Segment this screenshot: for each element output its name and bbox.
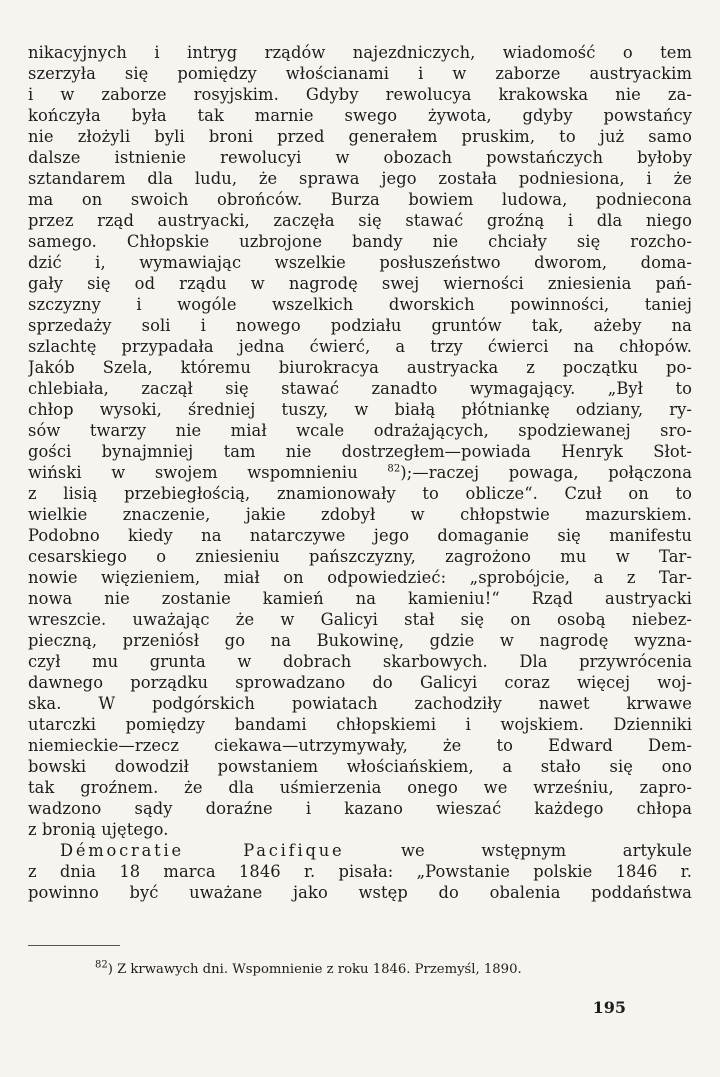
footnote-text: ) Z krwawych dni. Wspomnienie z roku 1846. Przemyśl, 1890.	[107, 962, 522, 977]
text-line: z dnia 18 marca 1846 r. pisała: „Powstanie polskie 1846 r.	[28, 862, 692, 881]
text-line: szerzyła się pomiędzy włościanami i w zaborze austryackim	[28, 64, 692, 83]
text-line: nikacyjnych i intryg rządów najezdniczych, wiadomość o tem	[28, 43, 692, 62]
text-line-with-citation	[28, 462, 692, 483]
text-line: powinno być uważane jako wstęp do obalenia poddaństwa	[28, 883, 692, 902]
text-line: tak groźnem. że dla uśmierzenia onego we wrześniu, zapro-	[28, 778, 692, 797]
text-line: Jakób Szela, któremu biurokracya austryacka z początku po-	[28, 358, 692, 377]
page-number: 195	[592, 998, 626, 1017]
footnote-divider	[28, 945, 120, 946]
text-line: dzić i, wymawiając wszelkie posłuszeństwo dworom, doma-	[28, 253, 692, 272]
text-line: sprzedaży soli i nowego podziału gruntów tak, ażeby na	[28, 316, 692, 335]
footnote-marker: 82	[95, 959, 108, 971]
text-line: kończyła była tak marnie swego żywota, gdyby powstańcy	[28, 106, 692, 125]
footnote-reference[interactable]: 82	[387, 463, 401, 475]
text-line: Podobno kiedy na natarczywe jego domaganie się manifestu	[28, 526, 692, 545]
text-line: sztandarem dla ludu, że sprawa jego została podniesiona, i że	[28, 169, 692, 188]
text-segment: wiński w swojem wspomnieniu	[28, 463, 388, 482]
text-line: wreszcie. uważając że w Galicyi stał się on osobą niebez-	[28, 610, 692, 629]
text-line: nie złożyli byli broni przed generałem pruskim, to już samo	[28, 127, 692, 146]
text-line: przez rząd austryacki, zaczęła się stawać groźną i dla niego	[28, 211, 692, 230]
text-line: gości bynajmniej tam nie dostrzegłem—powiada Henryk Słot-	[28, 442, 692, 461]
text-line: sów twarzy nie miał wcale odrażających, spodziewanej sro-	[28, 421, 692, 440]
text-line: szlachtę przypadała jedna ćwierć, a trzy ćwierci na chłopów.	[28, 337, 692, 356]
text-line: szczyzny i wogóle wszelkich dworskich powinności, taniej	[28, 295, 692, 314]
text-line: utarczki pomiędzy bandami chłopskiemi i wojskiem. Dzienniki	[28, 715, 692, 734]
text-line: samego. Chłopskie uzbrojone bandy nie chciały się rozcho-	[28, 232, 692, 251]
text-line: chłop wysoki, średniej tuszy, w białą płótniankę odziany, ry-	[28, 400, 692, 419]
text-line: ma on swoich obrońców. Burza bowiem ludowa, podniecona	[28, 190, 692, 209]
text-line: bowski dowodził powstaniem włościańskiem, a stało się ono	[28, 757, 692, 776]
text-line: nowa nie zostanie kamień na kamieniu!“ Rząd austryacki	[28, 589, 692, 608]
text-line: nowie więzieniem, miał on odpowiedzieć: „sprobójcie, a z Tar-	[28, 568, 692, 587]
text-line: gały się od rządu w nagrodę swej wierności zniesienia pań-	[28, 274, 692, 293]
footnote	[95, 961, 655, 979]
paragraph-end-line: z bronią ujętego.	[28, 820, 169, 839]
text-line: wadzono sądy doraźne i kazano wieszać każdego chłopa	[28, 799, 692, 818]
text-line: dawnego porządku sprowadzano do Galicyi coraz więcej woj-	[28, 673, 692, 692]
text-line: cesarskiego o zniesieniu pańszczyzny, zagrożono mu w Tar-	[28, 547, 692, 566]
text-segment: we wstępnym artykule	[344, 841, 692, 860]
text-segment: );—raczej powaga, połączona	[400, 463, 692, 482]
text-line: ska. W podgórskich powiatach zachodziły nawet krwawe	[28, 694, 692, 713]
text-line: czył mu grunta w dobrach skarbowych. Dla przywrócenia	[28, 652, 692, 671]
newspaper-title: Démocratie Pacifique	[60, 841, 345, 860]
body-text	[28, 42, 692, 903]
text-line: i w zaborze rosyjskim. Gdyby rewolucya krakowska nie za-	[28, 85, 692, 104]
text-line: niemieckie—rzecz ciekawa—utrzymywały, że to Edward Dem-	[28, 736, 692, 755]
text-line: z lisią przebiegłością, znamionowały to oblicze“. Czuł on to	[28, 484, 692, 503]
text-line: chlebiała, zaczął się stawać zanadto wymagający. „Był to	[28, 379, 692, 398]
text-line: wielkie znaczenie, jakie zdobył w chłopstwie mazurskiem.	[28, 505, 692, 524]
paragraph-start-line	[28, 840, 692, 861]
text-line: dalsze istnienie rewolucyi w obozach powstańczych byłoby	[28, 148, 692, 167]
text-line: pieczną, przeniósł go na Bukowinę, gdzie w nagrodę wyzna-	[28, 631, 692, 650]
